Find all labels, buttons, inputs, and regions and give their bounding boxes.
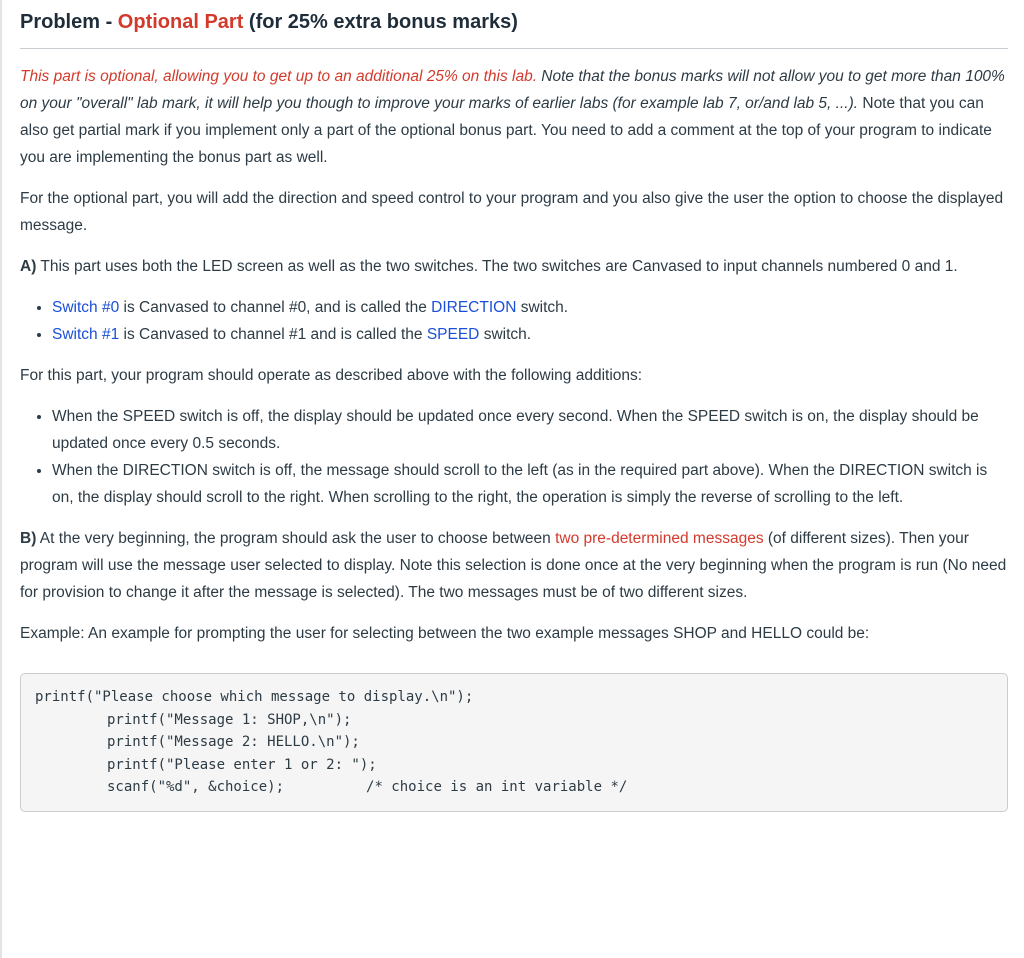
title-divider <box>20 48 1008 49</box>
switch-0-role: DIRECTION <box>431 299 517 316</box>
intro-paragraph <box>20 63 1008 171</box>
title-prefix: Problem - <box>20 11 118 33</box>
switch-list <box>20 294 1008 348</box>
switch-0-name: Switch #0 <box>52 299 120 316</box>
page-title <box>20 8 1008 36</box>
code-line-5-statement: scanf("%d", &choice); <box>107 779 285 795</box>
title-suffix: (for 25% extra bonus marks) <box>243 11 518 33</box>
code-line-1: printf("Please choose which message to display.\n"); <box>35 689 474 705</box>
list-item <box>52 321 1008 348</box>
section-b-text-1: At the very beginning, the program should ask the user to choose between <box>36 530 556 547</box>
section-b-red-text: two pre-determined messages <box>555 530 764 547</box>
additions-paragraph: For this part, your program should operate as described above with the following additions: <box>20 367 643 384</box>
switch-0-text: is Canvased to channel #0, and is called the <box>119 299 432 316</box>
list-item: • When the SPEED switch is off, the display should be updated once every second. When the SPEED switch is on, the display should be updated once every 0.5 seconds. <box>52 403 1008 457</box>
list-item: • When the DIRECTION switch is off, the message should scroll to the left (as in the required part above). When the DIRECTION switch is on, the display should scroll to the right. When scrolling to the right, the operation is simply the reverse of scrolling to the left. <box>52 457 1008 511</box>
section-a-text: This part uses both the LED screen as well as the two switches. The two switches are Canvased to input channels numbered 0 and 1. <box>36 258 958 275</box>
section-a-paragraph <box>20 253 1008 280</box>
code-block <box>20 673 1008 812</box>
section-b-text-2: (of different sizes). Then your program will use the message user selected to display. Note this selection is done once at the very beginning when the program is run (No need for provision to change it after the message is selected). The two messages must be of two different sizes. <box>20 530 1007 601</box>
left-border <box>0 0 2 958</box>
section-a-label: A) <box>20 258 37 275</box>
switch-1-name: Switch #1 <box>52 326 120 343</box>
switch-1-end: switch. <box>479 326 532 343</box>
code-line-5 <box>35 776 993 799</box>
section-b-label: B) <box>20 530 37 547</box>
intro-italic-text: Note that the bonus marks will not allow you to get more than 100% on your "overall" lab mark, it will help you though to improve your marks of earlier labs (for example lab 7, or/and lab 5, ...). <box>20 68 1005 112</box>
example-paragraph: Example: An example for prompting the user for selecting between the two example messages SHOP and HELLO could be: <box>20 625 870 642</box>
switch-0-end: switch. <box>516 299 569 316</box>
intro-plain-text: Note that you can also get partial mark if you implement only a part of the optional bonus part. You need to add a comment at the top of your program to indicate you are implementing the bonus part as well. <box>20 95 992 166</box>
switch-1-role: SPEED <box>426 326 480 343</box>
code-line-3: printf("Message 2: HELLO.\n"); <box>107 734 360 750</box>
additions-list <box>20 403 1008 511</box>
code-line-4: printf("Please enter 1 or 2: "); <box>107 756 377 773</box>
title-optional-part: Optional Part <box>117 11 244 33</box>
list-item <box>52 294 1008 321</box>
code-comment: /* choice is an int variable */ <box>366 779 628 795</box>
section-b-paragraph <box>20 525 1008 606</box>
intro-red-text: This part is optional, allowing you to get up to an additional 25% on this lab. <box>20 68 537 85</box>
code-line-2: printf("Message 1: SHOP,\n"); <box>107 711 352 728</box>
optional-part-paragraph: For the optional part, you will add the direction and speed control to your program and you also give the user the option to choose the displayed message. <box>20 190 1004 234</box>
switch-1-text: is Canvased to channel #1 and is called the <box>119 326 427 343</box>
